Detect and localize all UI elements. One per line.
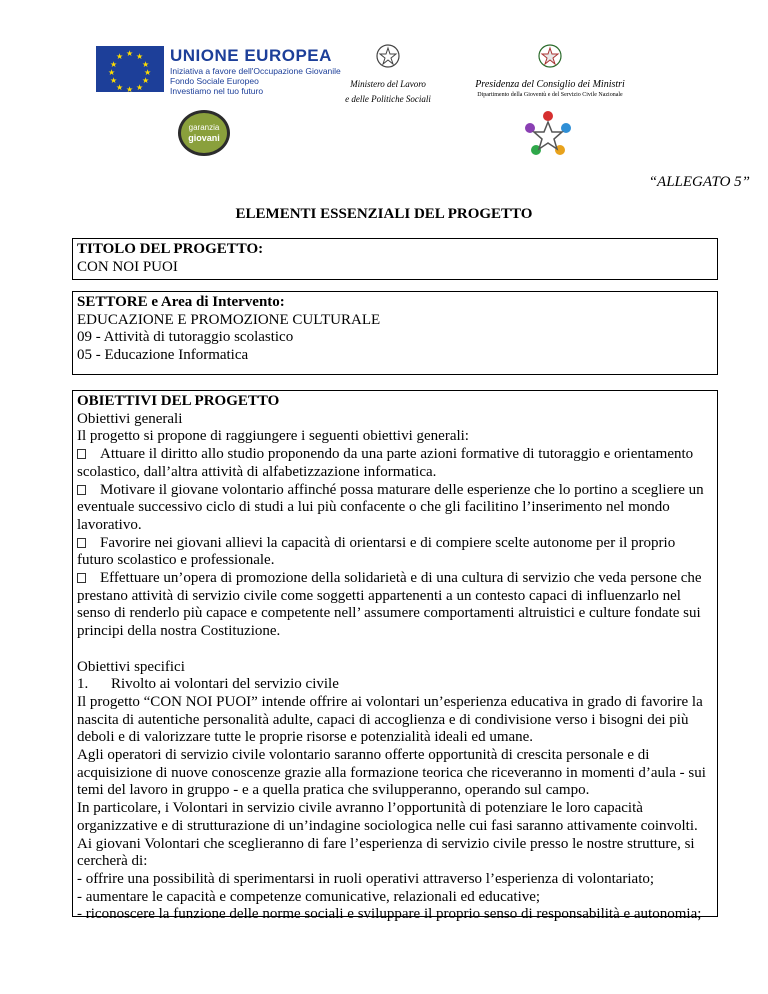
eu-title: UNIONE EUROPEA [170, 46, 332, 65]
bullet-box-icon [77, 449, 86, 459]
paragraph: In particolare, i Volontari in servizio civile avranno l’opportunità di potenziare le loro capacità organizzative e di strutturazione di un’indagine sociologica nelle cui fasi saranno attivamente coinvolti. [77, 800, 698, 834]
paragraph: - riconoscere la funzione delle norme sociali e sviluppare il proprio senso di responsabilità e autonomia; [77, 906, 702, 923]
settore-line: 09 - Attività di tutoraggio scolastico [77, 329, 294, 346]
paragraph: Il progetto “CON NOI PUOI” intende offrire ai volontari un’esperienza educativa in grado di favorire la nascita di autentiche personalità adulte, capaci di accoglienza e di condivisione verso i bisogni dei più deboli e di valorizzare tutte le proprie risorse e potenzialità ideali ed umane. [77, 693, 703, 746]
specifici-title: Obiettivi specifici [77, 658, 185, 675]
obiettivi-heading: OBIETTIVI DEL PROGETTO [77, 393, 280, 409]
eu-flag-icon: ★ ★ ★ ★ ★ ★ ★ ★ ★ ★ ★ ★ [96, 46, 164, 92]
eu-line: Investiamo nel tuo futuro [170, 86, 264, 96]
settore-box [72, 291, 718, 375]
generali-title: Obiettivi generali [77, 410, 183, 427]
italian-emblem-icon [375, 42, 401, 70]
garanzia-giovani-logo [178, 110, 230, 156]
gg-logo-line-1: garanzia [188, 123, 220, 132]
paragraph: - aumentare le capacità e competenze comunicative, relazionali ed educative; [77, 888, 541, 905]
presidenza-label: Presidenza del Consiglio dei Ministri [475, 79, 625, 90]
eu-line: Iniziativa a favore dell'Occupazione Giovanile [170, 66, 341, 76]
ministry-logo [338, 42, 438, 105]
bullet-item [77, 570, 713, 641]
specifici-number: 1. [77, 676, 89, 693]
servizio-civile-logo-icon [522, 108, 574, 160]
allegato-label: “ALLEGATO 5” [648, 174, 750, 190]
paragraph: - offrire una possibilità di sperimentarsi in ruoli operativi attraverso l’esperienza di volontariato; [77, 870, 655, 887]
bullet-box-icon [77, 538, 86, 548]
titolo-heading: TITOLO DEL PROGETTO: [77, 241, 264, 257]
settore-heading: SETTORE e Area di Intervento: [77, 294, 285, 310]
header-logos [0, 0, 768, 170]
ministry-label-1: Ministero del Lavoro [350, 79, 426, 89]
specifici-subheading [77, 676, 713, 694]
eu-logo [96, 46, 341, 96]
bullet-box-icon [77, 485, 86, 495]
gg-logo-line-2: giovani [188, 133, 220, 143]
generali-intro: Il progetto si propone di raggiungere i seguenti obiettivi generali: [77, 428, 469, 445]
bullet-text: Motivare il giovane volontario affinché possa maturare delle esperienze che lo portino a scegliere un eventuale successivo ciclo di studi a lui più confacente o che gli facilitino l’inserimento nel mondo lavorativo. [77, 481, 704, 533]
bullet-text: Favorire nei giovani allievi la capacità di orientarsi e di compiere scelte autonome per il proprio futuro scolastico e professionale. [77, 534, 676, 569]
bullet-item [77, 446, 713, 481]
bullet-item [77, 535, 713, 570]
settore-line: EDUCAZIONE E PROMOZIONE CULTURALE [77, 311, 381, 328]
settore-line: 05 - Educazione Informatica [77, 347, 249, 364]
titolo-value: CON NOI PUOI [77, 258, 178, 275]
specifici-sub: Rivolto ai volontari del servizio civile [111, 676, 339, 693]
paragraph: Agli operatori di servizio civile volontario saranno offerte opportunità di crescita personale e di acquisizione di nuove conoscenze grazie alla formazione teorica che riceveranno in momenti d’aula - sui temi del lavoro in gruppo - e a quella pratica che svilupperanno, operando sul campo. [77, 747, 706, 799]
bullet-item [77, 482, 713, 535]
ministry-label-2: e delle Politiche Sociali [345, 94, 431, 104]
presidenza-sub: Dipartimento della Gioventù e del Servizio Civile Nazionale [477, 92, 623, 98]
bullet-box-icon [77, 573, 86, 583]
document-title: ELEMENTI ESSENZIALI DEL PROGETTO [235, 206, 533, 222]
presidenza-logo [470, 42, 630, 99]
obiettivi-box [72, 390, 718, 923]
bullet-text: Attuare il diritto allo studio proponendo da una parte azioni formative di tutoraggio e orientamento scolastico, dall’altra attività di alfabetizzazione informatica. [77, 446, 694, 480]
eu-line: Fondo Sociale Europeo [170, 76, 259, 86]
bullet-text: Effettuare un’opera di promozione della solidarietà e di una cultura di servizio che veda persone che prestano attività di servizio civile come soggetti appartenenti a un contesto capaci di influenzarlo nel senso di renderlo più capace e competente nell’ assumere comportamenti altruistici e culture fondate sui principi della nostra Costituzione. [77, 570, 702, 640]
titolo-box [72, 238, 718, 280]
italian-emblem-icon [537, 42, 563, 70]
paragraph: Ai giovani Volontari che sceglieranno di fare l’esperienza di servizio civile presso le nostre strutture, si cercherà di: [77, 835, 695, 870]
